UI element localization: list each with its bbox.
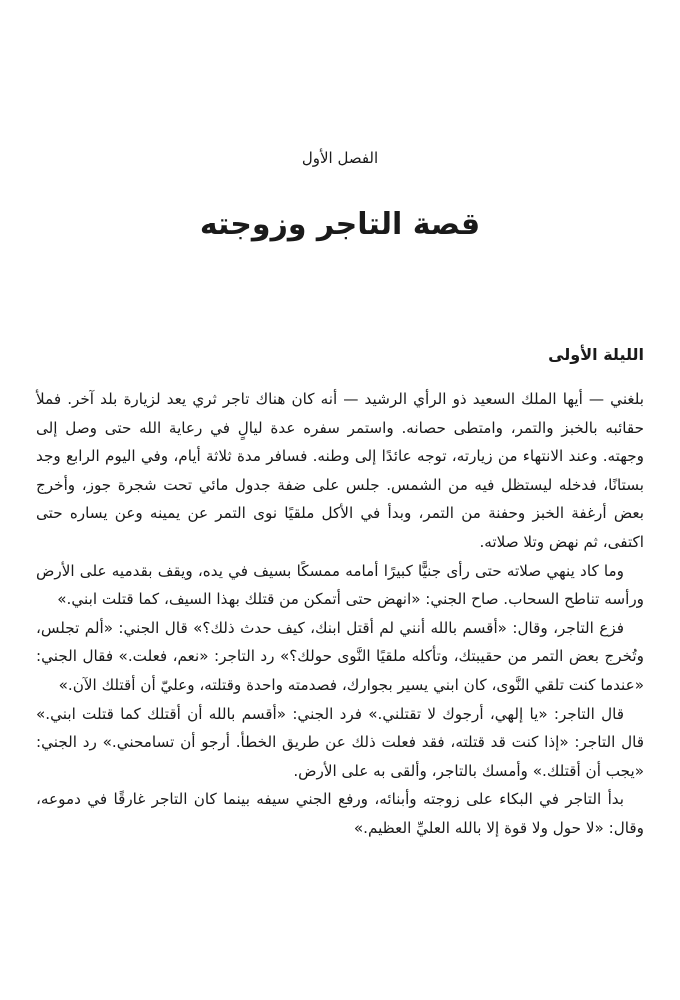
- paragraph: فزع التاجر، وقال: «أقسم بالله أنني لم أقتل ابنك، كيف حدث ذلك؟» قال الجني: «ألم تجلس، وتُخرج بعض التمر من حقيبتك، وتأكله ملقيًا النَّوى حولك؟» رد التاجر: «نعم، فعلت.» فقال الجني: «عندما كنت تلقي النَّوى، كان ابني يسير بجوارك، فصدمته واحدة وقتلته، وعليّ أن أقتلك الآن.»: [36, 618, 644, 694]
- chapter-label: الفصل الأول: [301, 149, 379, 167]
- paragraph: بدأ التاجر في البكاء على زوجته وأبنائه، ورفع الجني سيفه بينما كان التاجر غارقًا في دموعه، وقال: «لا حول ولا قوة إلا بالله العليِّ العظيم.»: [36, 790, 644, 837]
- paragraph: وما كاد ينهي صلاته حتى رأى جنيًّا كبيرًا أمامه ممسكًا بسيف في يده، ويقف بقدميه على الأرض ورأسه تناطح السحاب. صاح الجني: «انهض حتى أتمكن من قتلك بهذا السيف، كما قتلت ابني.»: [36, 561, 644, 609]
- chapter-title: قصة التاجر وزوجته: [199, 207, 481, 242]
- body-text: [36, 385, 644, 843]
- section-heading: الليلة الأولى: [548, 345, 644, 364]
- paragraph: بلغني — أيها الملك السعيد ذو الرأي الرشيد — أنه كان هناك تاجر ثري يعد لزيارة بلد آخر. فملأ حقائبه بالخبز والتمر، وامتطى حصانه. واستمر سفره عدة ليالٍ في رعاية الله حتى وصل إلى وجهته. وعند الانتهاء من زيارته، توجه عائدًا إلى وطنه. فسافر مدة ثلاثة أيام، وفي اليوم الرابع وجد بستانًا، فدخله ليستظل فيه من الشمس. جلس على ضفة جدول مائي تحت شجرة جوز، وأخرج بعض أرغفة الخبز وحفنة من التمر، وبدأ في الأكل ملقيًا نوى التمر عن يمينه وعن يساره حتى اكتفى، ثم نهض وتلا صلاته.: [36, 390, 644, 551]
- book-page: [36, 0, 644, 1000]
- paragraph: قال التاجر: «يا إلهي، أرجوك لا تقتلني.» فرد الجني: «أقسم بالله أن أقتلك كما قتلت ابني.» قال التاجر: «إذا كنت قد قتلته، فقد فعلت ذلك عن طريق الخطأ. أرجو أن تسامحني.» رد الجني: «يجب أن أقتلك.» وأمسك بالتاجر، وألقى به على الأرض.: [36, 704, 644, 780]
